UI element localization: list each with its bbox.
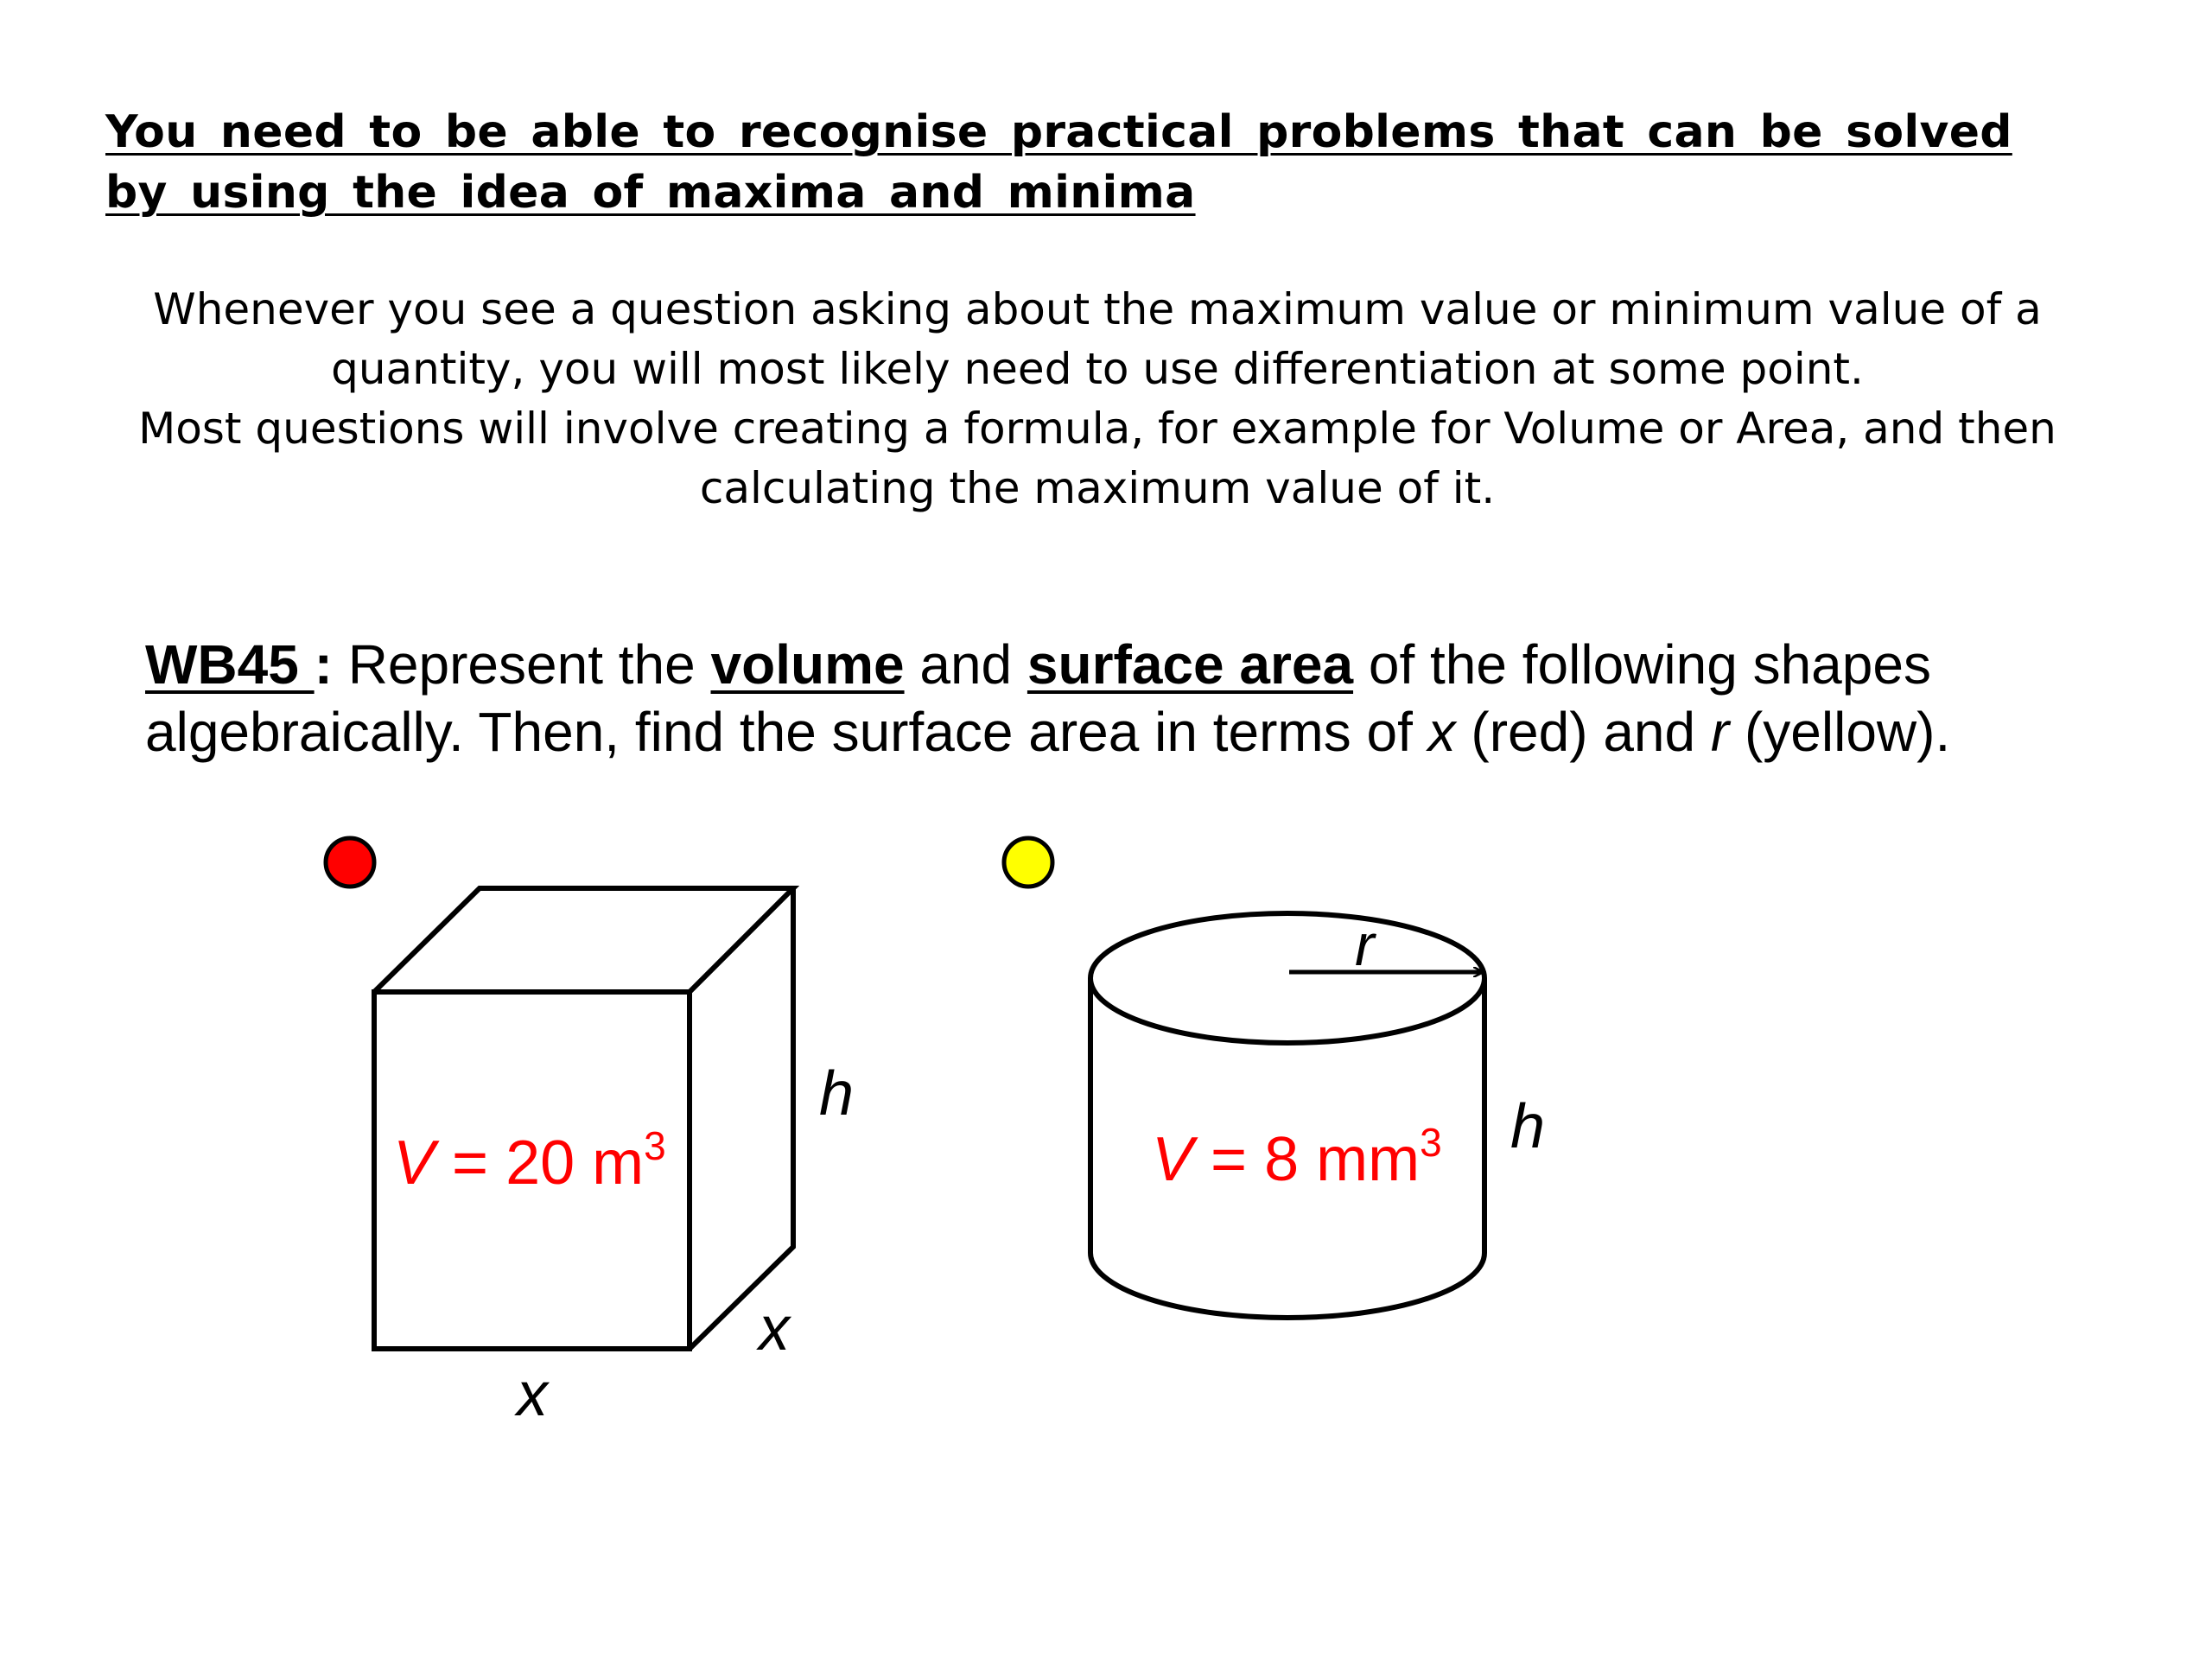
question-text-1: Represent the xyxy=(332,633,711,696)
intro-paragraph-2: Most questions will involve creating a formula, for example for Volume or Area, and then calculating the maximum value of it. xyxy=(138,404,2056,513)
cuboid-depth-label: x xyxy=(759,1294,790,1363)
yellow-difficulty-dot xyxy=(1004,838,1052,887)
cylinder-volume-label: V = 8 $mm^3$ xyxy=(1152,1120,1442,1194)
question-colon: : xyxy=(314,633,333,696)
intro-paragraph-1: Whenever you see a question asking about the maximum value or minimum value of a quantity, you will most likely need to use differentiation at some point. xyxy=(153,284,2042,394)
question-text-3: of the following shapes algebraically. Then, find the surface area in terms of xyxy=(145,633,1931,763)
variable-r: r xyxy=(1710,701,1730,763)
cylinder-radius-label: r xyxy=(1355,912,1375,978)
variable-x: x xyxy=(1427,701,1456,763)
cuboid-width-label: x xyxy=(517,1360,548,1429)
keyword-surface-area: surface area xyxy=(1027,633,1354,696)
question-text-5: (yellow). xyxy=(1729,701,1951,763)
keyword-volume: volume xyxy=(710,633,905,696)
question-label: WB45 xyxy=(145,633,315,696)
cuboid-shape xyxy=(374,888,793,1349)
page-heading: You need to be able to recognise practical problems that can be solved by using the idea of maxima and minima xyxy=(105,106,2012,219)
red-difficulty-dot xyxy=(326,838,374,887)
cuboid-height-label: h xyxy=(819,1059,855,1128)
cuboid-volume-label: V = 20 $m^3$ xyxy=(393,1123,666,1198)
question-text-2: and xyxy=(904,633,1027,696)
cylinder-height-label: h xyxy=(1510,1092,1546,1161)
question-text-4: (red) and xyxy=(1455,701,1711,763)
